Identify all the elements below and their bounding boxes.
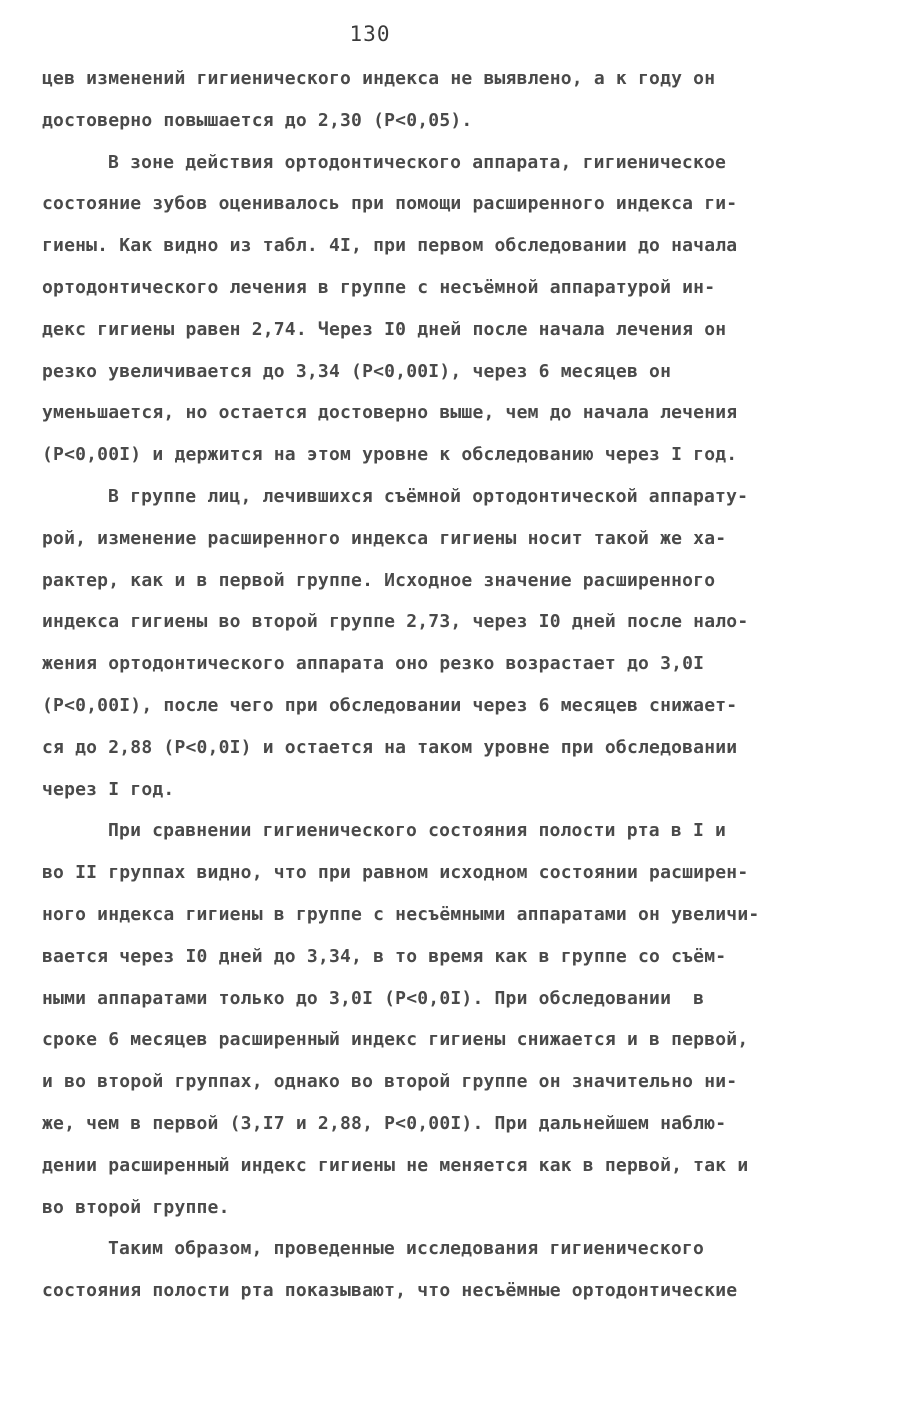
text-line: резко увеличивается до 3,34 (P<0,00I), через 6 месяцев он	[42, 360, 672, 382]
text-line: (P<0,00I), после чего при обследовании через 6 месяцев снижает-	[42, 694, 738, 716]
text-line: ортодонтического лечения в группе с несъёмной аппаратурой ин-	[42, 276, 716, 298]
paragraph-first-line: В зоне действия ортодонтического аппарата, гигиеническое	[108, 151, 727, 173]
text-line: ся до 2,88 (P<0,0I) и остается на таком уровне при обследовании	[42, 736, 738, 758]
text-line: во II группах видно, что при равном исходном состоянии расширен-	[42, 862, 749, 884]
text-line: декс гигиены равен 2,74. Через I0 дней после начала лечения он	[42, 318, 727, 340]
paragraph-first-line: При сравнении гигиенического состояния полости рта в I и	[108, 820, 727, 842]
text-line: индекса гигиены во второй группе 2,73, через I0 дней после нало-	[42, 611, 749, 633]
text-line: же, чем в первой (3,I7 и 2,88, P<0,00I). При дальнейшем наблю-	[42, 1112, 727, 1134]
paragraph-first-line: Таким образом, проведенные исследования гигиенического	[108, 1238, 704, 1260]
text-line: уменьшается, но остается достоверно выше, чем до начала лечения	[42, 402, 738, 424]
text-line: через I год.	[42, 778, 175, 800]
body-text	[42, 58, 872, 1312]
text-line: ными аппаратами только до 3,0I (P<0,0I). При обследовании в	[42, 987, 705, 1009]
text-line: достоверно повышается до 2,30 (P<0,05).	[42, 109, 473, 131]
paragraph-first-line: В группе лиц, лечившихся съёмной ортодонтической аппарату-	[108, 485, 749, 507]
text-line: гиены. Как видно из табл. 4I, при первом обследовании до начала	[42, 235, 738, 257]
text-line: во второй группе.	[42, 1196, 230, 1218]
text-line: жения ортодонтического аппарата оно резко возрастает до 3,0I	[42, 653, 705, 675]
text-line: цев изменений гигиенического индекса не выявлено, а к году он	[42, 68, 716, 89]
text-line: вается через I0 дней до 3,34, в то время как в группе со съём-	[42, 945, 727, 967]
text-line: рой, изменение расширенного индекса гигиены носит такой же ха-	[42, 527, 727, 549]
text-line: рактер, как и в первой группе. Исходное значение расширенного	[42, 569, 716, 591]
text-line: (P<0,00I) и держится на этом уровне к обследованию через I год.	[42, 444, 738, 466]
page-number: 130	[349, 22, 391, 46]
text-line: состояния полости рта показывают, что несъёмные ортодонтические	[42, 1280, 738, 1302]
text-line: и во второй группах, однако во второй группе он значительно ни-	[42, 1071, 738, 1093]
text-line: дении расширенный индекс гигиены не меняется как в первой, так и	[42, 1154, 749, 1176]
text-line: ного индекса гигиены в группе с несъёмными аппаратами он увеличи-	[42, 903, 760, 925]
text-line: сроке 6 месяцев расширенный индекс гигиены снижается и в первой,	[42, 1029, 749, 1051]
text-line: состояние зубов оценивалось при помощи расширенного индекса ги-	[42, 193, 738, 215]
